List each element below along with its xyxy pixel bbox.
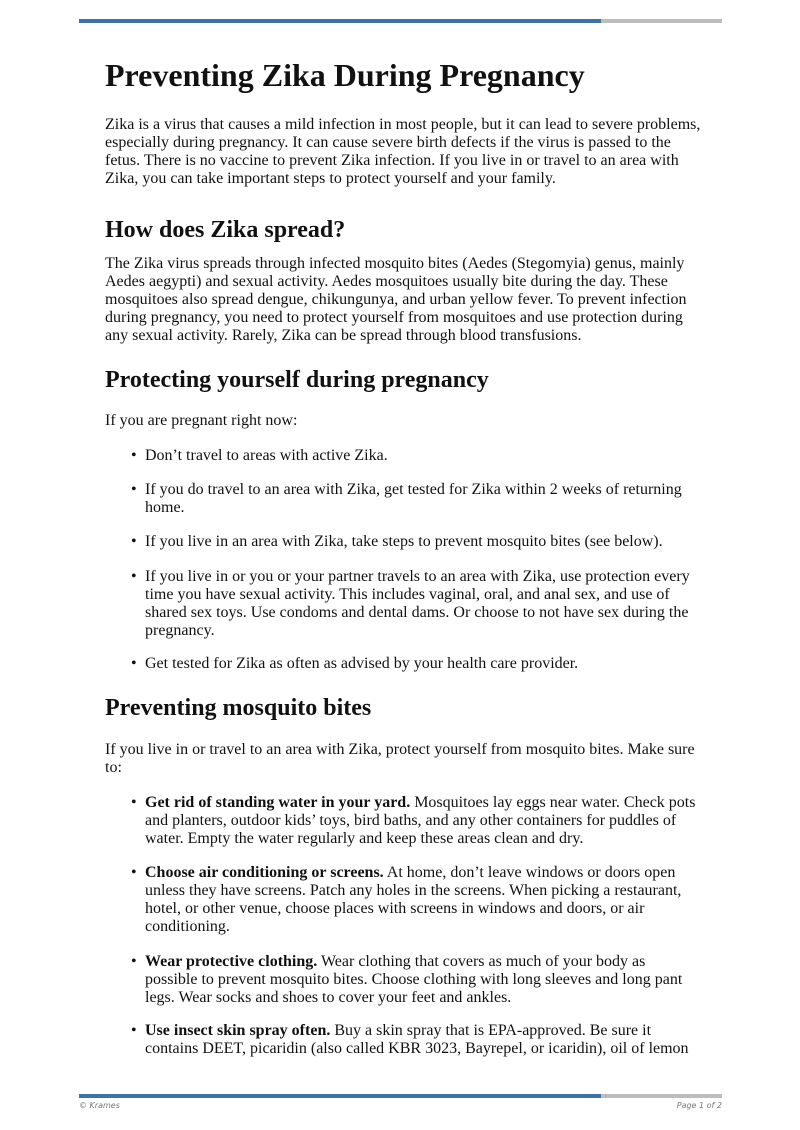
intro-paragraph: Zika is a virus that causes a mild infection in most people, but it can lead to severe problems, especially during pregnancy. It can cause severe birth defects if the virus is passed to the fetus. There is no vaccine to prevent Zika infection. If you live in or travel to an area with Zika, you can take important steps to protect yourself and your family. bbox=[105, 116, 701, 187]
spread-paragraph: The Zika virus spreads through infected mosquito bites (Aedes (Stegomyia) genus, mainly Aedes aegypti) and sexual activity. Aedes mosquitoes usually bite during the day. These mosquitoes also spread dengue, chikungunya, and urban yellow fever. To prevent infection during pregnancy, you need to protect yourself from mosquitoes and use protection during any sexual activity. Rarely, Zika can be spread through blood transfusions. bbox=[105, 255, 687, 344]
list-item bbox=[145, 1022, 700, 1058]
footer-progress-bar bbox=[79, 1094, 722, 1098]
item-bold: Use insect skin spray often. bbox=[145, 1022, 331, 1039]
header-progress-fill bbox=[79, 19, 601, 23]
item-text: At home, don’t leave windows or doors open unless they have screens. Patch any holes in the screens. When picking a restaurant, hotel, or other venue, choose places with screens in windows and doors, or air conditioning. bbox=[145, 864, 682, 935]
footer-page-number: Page 1 of 2 bbox=[676, 1101, 722, 1110]
list-item: • Don’t travel to areas with active Zika. bbox=[145, 447, 700, 465]
section-heading-spread: How does Zika spread? bbox=[105, 217, 346, 243]
item-text: Wear clothing that covers as much of your body as possible to prevent mosquito bites. Choose clothing with long sleeves and long pant legs. Wear socks and shoes to cover your feet and ankles. bbox=[145, 953, 683, 1006]
mosquito-lead: If you live in or travel to an area with Zika, protect yourself from mosquito bites. Make sure to: bbox=[105, 741, 695, 776]
page-title: Preventing Zika During Pregnancy bbox=[105, 57, 585, 93]
list-item: • Get tested for Zika as often as advised by your health care provider. bbox=[145, 655, 700, 673]
item-bold: Get rid of standing water in your yard. bbox=[145, 794, 411, 811]
section-heading-mosquito: Preventing mosquito bites bbox=[105, 695, 372, 721]
protecting-lead: If you are pregnant right now: bbox=[105, 412, 298, 429]
list-item: • If you do travel to an area with Zika, get tested for Zika within 2 weeks of returning home. bbox=[145, 481, 700, 517]
list-item bbox=[145, 953, 700, 1007]
item-bold: Wear protective clothing. bbox=[145, 953, 318, 970]
item-text: Buy a skin spray that is EPA-approved. Be sure it contains DEET, picaridin (also called KBR 3023, Bayrepel, or icaridin), oil of lemon bbox=[145, 1022, 689, 1057]
list-item: • If you live in or you or your partner travels to an area with Zika, use protection every time you have sexual activity. This includes vaginal, oral, and anal sex, and use of shared sex toys. Use condoms and dental dams. Or choose to not have sex during the pregnancy. bbox=[145, 568, 700, 640]
section-heading-protecting: Protecting yourself during pregnancy bbox=[105, 367, 489, 393]
item-text: Mosquitoes lay eggs near water. Check pots and planters, outdoor kids’ toys, bird baths, and any other containers for puddles of water. Empty the water regularly and keep these areas clean and dry. bbox=[145, 794, 696, 847]
header-progress-bar bbox=[79, 19, 722, 23]
footer-progress-fill bbox=[79, 1094, 601, 1098]
list-item: • If you live in an area with Zika, take steps to prevent mosquito bites (see below). bbox=[145, 533, 700, 551]
list-item bbox=[145, 864, 700, 936]
item-bold: Choose air conditioning or screens. bbox=[145, 864, 384, 881]
footer-copyright: © Krames bbox=[79, 1101, 120, 1110]
list-item bbox=[145, 794, 700, 848]
